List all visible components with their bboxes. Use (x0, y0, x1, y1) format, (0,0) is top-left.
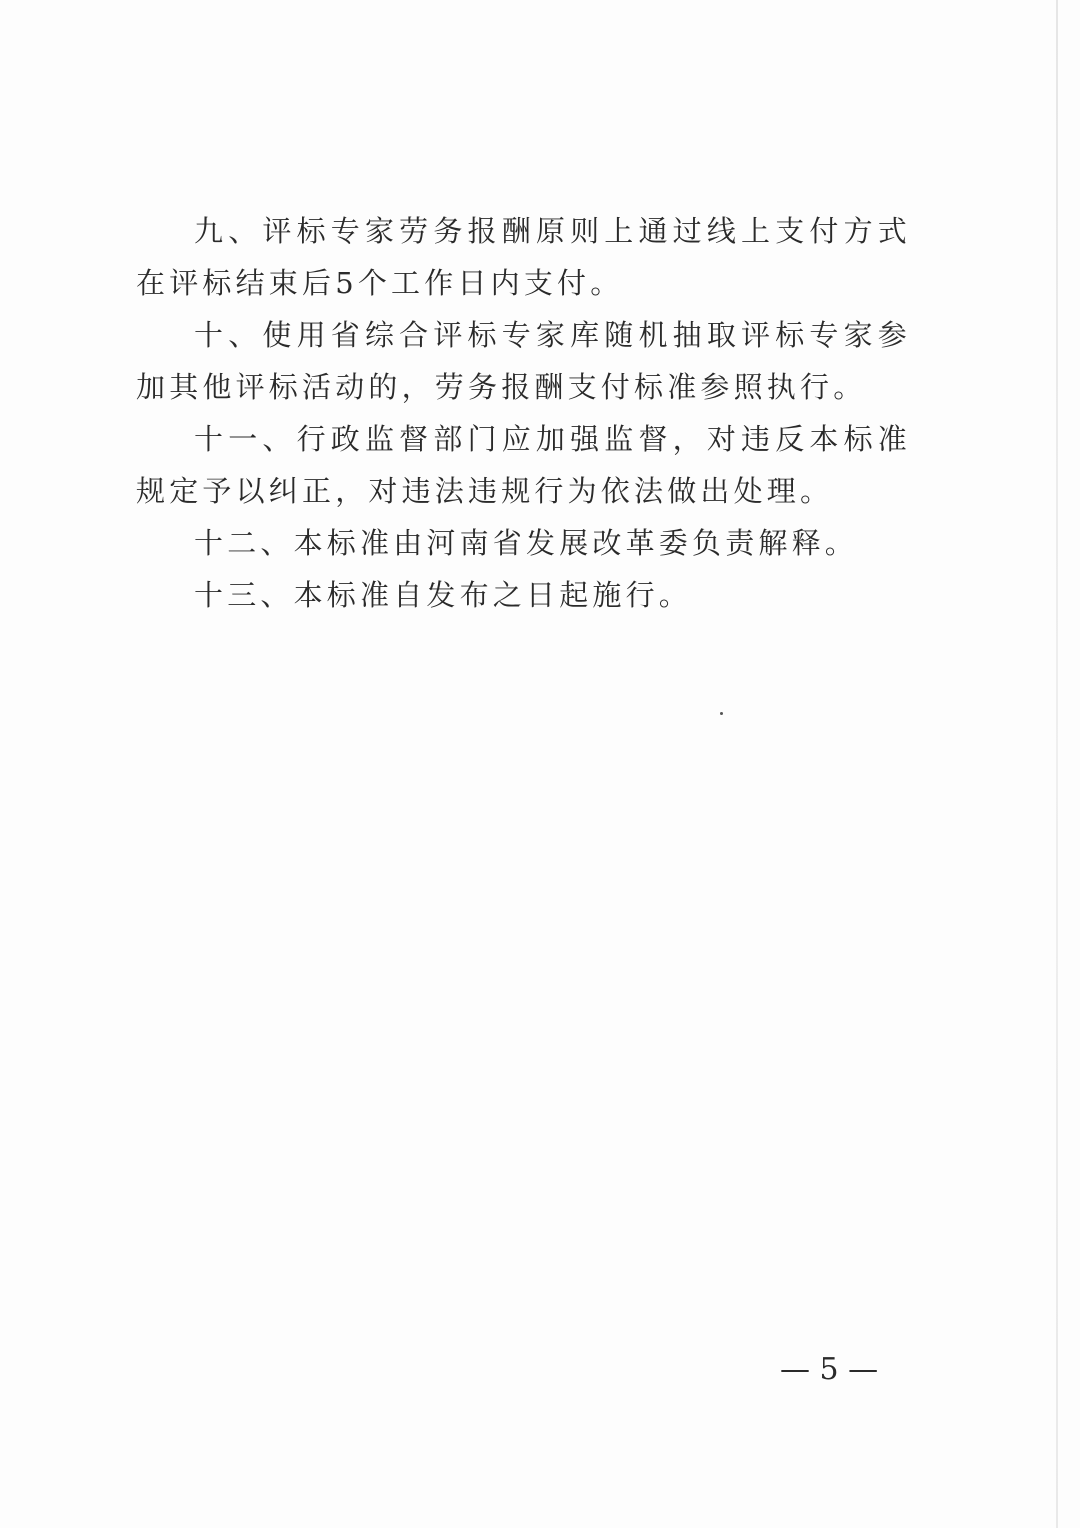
document-body (136, 205, 911, 621)
paragraph-13: 十三、本标准自发布之日起施行。 (194, 578, 693, 612)
paragraph-11: 十一、行政监督部门应加强监督，对违反本标准规定予以纠正，对违法违规行为依法做出处理。 (136, 422, 911, 508)
paragraph-10: 十、使用省综合评标专家库随机抽取评标专家参加其他评标活动的，劳务报酬支付标准参照执行。 (136, 318, 911, 404)
paragraph-12: 十二、本标准由河南省发展改革委负责解释。 (194, 526, 859, 560)
paragraph-9: 九、评标专家劳务报酬原则上通过线上支付方式在评标结束后5个工作日内支付。 (136, 214, 911, 300)
page-number: — 5 — (780, 1352, 879, 1387)
page-edge (1056, 0, 1058, 1528)
scan-speck (720, 712, 723, 715)
